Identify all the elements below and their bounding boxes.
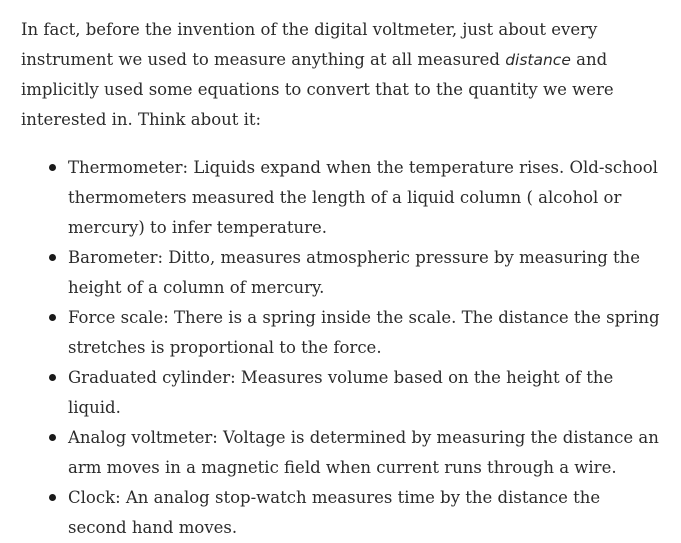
list-item-text: Force scale: There is a spring inside the scale. The distance the spring stretches is proportional to the force. bbox=[68, 308, 660, 357]
bullet-icon bbox=[49, 164, 56, 171]
bullet-icon bbox=[49, 434, 56, 441]
list-item-barometer bbox=[21, 243, 661, 303]
list-item-text: Analog voltmeter: Voltage is determined by measuring the distance an arm moves in a magnetic field when current runs through a wire. bbox=[68, 428, 659, 477]
intro-emphasis: distance bbox=[505, 51, 571, 69]
list-item-graduated-cylinder bbox=[21, 363, 661, 423]
intro-paragraph bbox=[21, 15, 661, 135]
bullet-icon bbox=[49, 254, 56, 261]
bullet-icon bbox=[49, 494, 56, 501]
list-item-analog-voltmeter bbox=[21, 423, 661, 483]
list-item-text: Thermometer: Liquids expand when the temperature rises. Old-school thermometers measured the length of a liquid column ( alcohol or mercury) to infer temperature. bbox=[68, 158, 658, 237]
list-item-clock bbox=[21, 483, 661, 543]
list-item-force-scale bbox=[21, 303, 661, 363]
list-item-thermometer bbox=[21, 153, 661, 243]
list-item-text: Graduated cylinder: Measures volume based on the height of the liquid. bbox=[68, 368, 614, 417]
bullet-icon bbox=[49, 374, 56, 381]
list-item-text: Barometer: Ditto, measures atmospheric pressure by measuring the height of a column of mercury. bbox=[68, 248, 641, 297]
intro-text-after: and implicitly used some equations to convert that to the quantity we were interested in. Think about it: bbox=[21, 50, 614, 129]
list-item-text: Clock: An analog stop-watch measures time by the distance the second hand moves. bbox=[68, 488, 601, 537]
intro-text-before: In fact, before the invention of the digital voltmeter, just about every instrument we used to measure anything at all measured bbox=[21, 20, 598, 69]
article-body bbox=[21, 15, 661, 543]
bullet-icon bbox=[49, 314, 56, 321]
instrument-list bbox=[21, 153, 661, 543]
